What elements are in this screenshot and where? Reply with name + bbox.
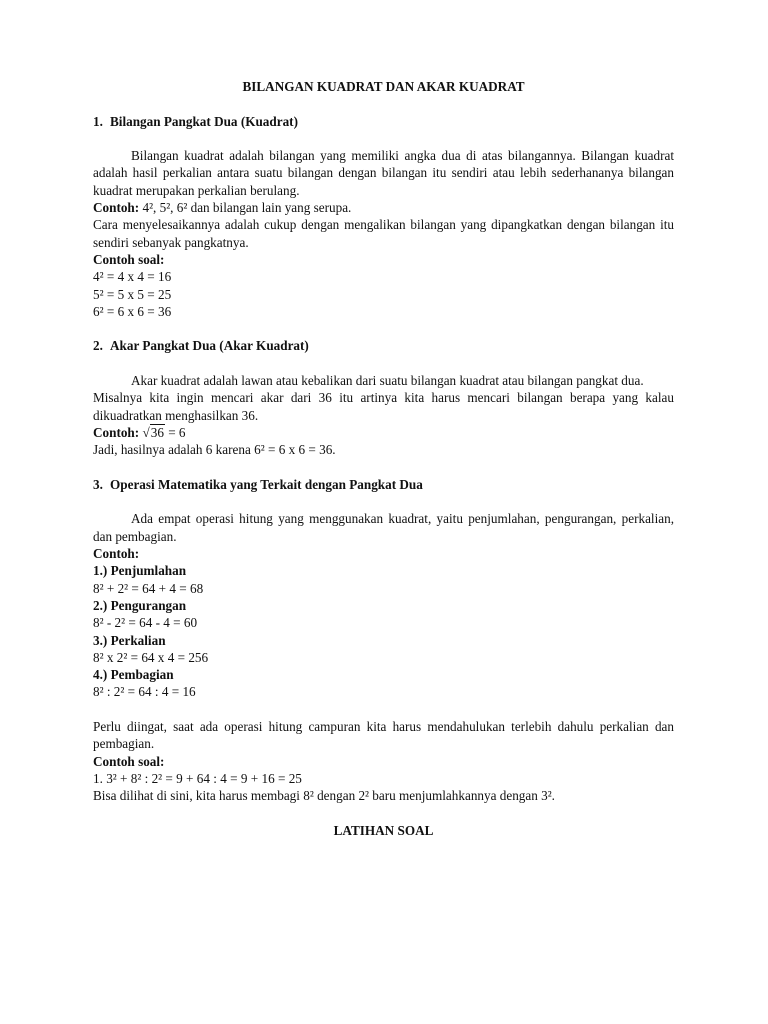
section-1-paragraph-1: Bilangan kuadrat adalah bilangan yang memiliki angka dua di atas bilangannya. Bilangan kuadrat adalah hasil perkalian antara suatu bilangan dengan bilangan itu sendiri atau lebih sederhananya bilangan kuadrat merupakan perkalian berulang. xyxy=(93,148,674,198)
document-content xyxy=(93,78,674,839)
sqrt-result: = 6 xyxy=(164,424,186,440)
operation-expression: 8² x 2² = 64 x 4 = 256 xyxy=(93,649,209,665)
contoh-label: Contoh: xyxy=(93,200,140,216)
section-2-jadi: Jadi, hasilnya adalah 6 karena 6² = 6 x 6 = 36. xyxy=(93,442,336,458)
document-title: BILANGAN KUADRAT DAN AKAR KUADRAT xyxy=(242,79,525,94)
example-line: 6² = 6 x 6 = 36 xyxy=(93,303,172,319)
operation-label: 3.) Perkalian xyxy=(93,632,166,648)
section-1-number: 1. xyxy=(93,113,103,129)
section-1-soal-label: Contoh soal: xyxy=(93,251,165,267)
operation-expression: 8² + 2² = 64 + 4 = 68 xyxy=(93,580,204,596)
section-3-number: 3. xyxy=(93,476,103,492)
sqrt-sign: √ xyxy=(142,424,150,440)
section-3-heading xyxy=(93,476,674,493)
operation-expression: 8² : 2² = 64 : 4 = 16 xyxy=(93,684,196,700)
example-line: 5² = 5 x 5 = 25 xyxy=(93,286,172,302)
section-2-heading xyxy=(93,337,674,354)
section-2-title: Akar Pangkat Dua (Akar Kuadrat) xyxy=(110,338,309,354)
section-3-explanation: Bisa dilihat di sini, kita harus membagi 8² dengan 2² baru menjumlahkannya dengan 3². xyxy=(93,788,555,804)
square-root-expression xyxy=(142,424,164,441)
sqrt-radicand: 36 xyxy=(150,424,164,440)
section-2-paragraph-2: Misalnya kita ingin mencari akar dari 36 itu artinya kita harus mencari bilangan berapa yang kalau dikuadratkan menghasilkan 36. xyxy=(93,390,674,423)
operation-label: 1.) Penjumlahan xyxy=(93,563,187,579)
contoh-text: 4², 5², 6² dan bilangan lain yang serupa. xyxy=(139,200,352,216)
section-2-number: 2. xyxy=(93,338,103,354)
latihan-soal-title: LATIHAN SOAL xyxy=(333,822,434,838)
operation-expression: 8² - 2² = 64 - 4 = 60 xyxy=(93,615,198,631)
section-1-contoh xyxy=(93,199,674,216)
section-3-paragraph-1: Ada empat operasi hitung yang menggunakan kuadrat, yaitu penjumlahan, pengurangan, perkalian, dan pembagian. xyxy=(93,511,674,544)
section-3-title: Operasi Matematika yang Terkait dengan Pangkat Dua xyxy=(110,476,423,492)
section-3-soal-1: 1. 3² + 8² : 2² = 9 + 64 : 4 = 9 + 16 = 25 xyxy=(93,770,302,786)
section-1-title: Bilangan Pangkat Dua (Kuadrat) xyxy=(110,113,298,129)
example-line: 4² = 4 x 4 = 16 xyxy=(93,269,172,285)
section-3-paragraph-2: Perlu diingat, saat ada operasi hitung campuran kita harus mendahulukan terlebih dahulu perkalian dan pembagian. xyxy=(93,718,674,752)
section-2-contoh xyxy=(93,424,674,441)
section-1-heading xyxy=(93,113,674,130)
operation-label: 4.) Pembagian xyxy=(93,667,174,683)
section-3-soal-label: Contoh soal: xyxy=(93,753,165,769)
section-3-contoh-label: Contoh: xyxy=(93,546,140,562)
contoh-label: Contoh: xyxy=(93,424,140,440)
operation-label: 2.) Pengurangan xyxy=(93,597,187,613)
section-1-paragraph-2: Cara menyelesaikannya adalah cukup dengan mengalikan bilangan yang dipangkatkan dengan bilangan itu sendiri sebanyak pangkatnya. xyxy=(93,217,674,250)
section-2-paragraph-1: Akar kuadrat adalah lawan atau kebalikan dari suatu bilangan kuadrat atau bilangan pangkat dua. xyxy=(131,373,644,389)
